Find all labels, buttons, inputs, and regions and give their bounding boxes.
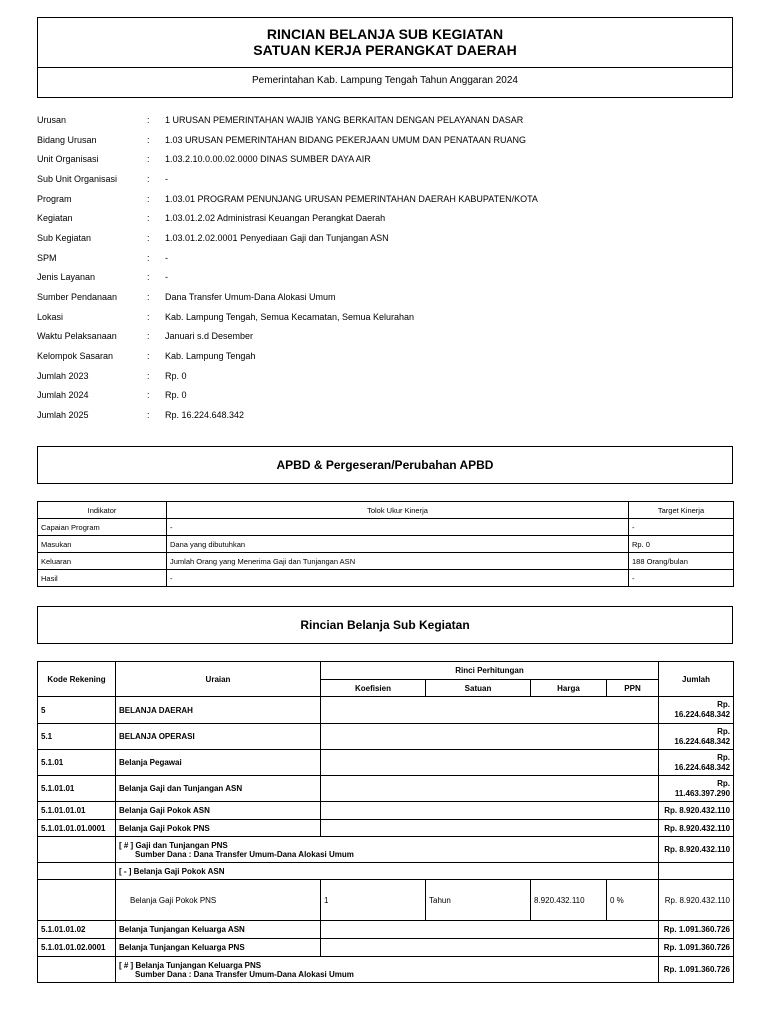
info-value: Dana Transfer Umum-Dana Alokasi Umum bbox=[165, 292, 336, 302]
jumlah-cell bbox=[659, 724, 734, 750]
jumlah-cell: Rp. 1.091.360.726 bbox=[659, 939, 734, 957]
table-cell: Keluaran bbox=[38, 553, 167, 570]
info-label: Sumber Pendanaan bbox=[37, 292, 118, 302]
info-value: Januari s.d Desember bbox=[165, 331, 254, 341]
kode-cell bbox=[38, 863, 116, 880]
table-cell: Jumlah Orang yang Menerima Gaji dan Tunjangan ASN bbox=[167, 553, 629, 570]
info-label: Bidang Urusan bbox=[37, 135, 97, 145]
info-value: 1 URUSAN PEMERINTAHAN WAJIB YANG BERKAITAN DENGAN PELAYANAN DASAR bbox=[165, 115, 524, 125]
column-header-uraian: Uraian bbox=[116, 662, 321, 697]
info-colon: : bbox=[147, 253, 150, 263]
info-colon: : bbox=[147, 292, 150, 302]
rincian-section-header bbox=[37, 606, 733, 644]
info-colon: : bbox=[147, 213, 150, 223]
info-value: 1.03.2.10.0.00.02.0000 DINAS SUMBER DAYA AIR bbox=[165, 154, 371, 164]
jumlah-amount: 11.463.397.290 bbox=[674, 788, 731, 798]
table-cell: Hasil bbox=[38, 570, 167, 587]
koefisien-cell: 1 bbox=[321, 880, 426, 921]
jumlah-cell: Rp. 8.920.432.110 bbox=[659, 802, 734, 820]
info-label: Sub Kegiatan bbox=[37, 233, 92, 243]
info-value: - bbox=[165, 272, 168, 282]
column-header-ppn: PPN bbox=[607, 680, 659, 697]
info-label: Kelompok Sasaran bbox=[37, 351, 114, 361]
group-label: [ # ] Gaji dan Tunjangan PNS bbox=[119, 840, 228, 850]
jumlah-currency: Rp. bbox=[717, 752, 731, 762]
column-header: Indikator bbox=[38, 502, 167, 519]
rincian-section-title: Rincian Belanja Sub Kegiatan bbox=[300, 618, 470, 632]
uraian-cell: Belanja Pegawai bbox=[116, 750, 321, 776]
empty-cell bbox=[321, 802, 659, 820]
jumlah-cell: Rp. 8.920.432.110 bbox=[659, 880, 734, 921]
table-row bbox=[38, 921, 734, 939]
table-cell: - bbox=[629, 570, 734, 587]
jumlah-cell: Rp. 1.091.360.726 bbox=[659, 921, 734, 939]
table-row bbox=[38, 553, 734, 570]
kode-cell: 5.1.01.01.02.0001 bbox=[38, 939, 116, 957]
jumlah-cell bbox=[659, 750, 734, 776]
info-value: - bbox=[165, 253, 168, 263]
table-row bbox=[38, 724, 734, 750]
table-row bbox=[38, 776, 734, 802]
table-cell: Rp. 0 bbox=[629, 536, 734, 553]
info-colon: : bbox=[147, 115, 150, 125]
column-header-satuan: Satuan bbox=[426, 680, 531, 697]
table-row bbox=[38, 820, 734, 837]
kode-cell bbox=[38, 957, 116, 983]
apbd-section-header bbox=[37, 446, 733, 484]
uraian-cell: Belanja Tunjangan Keluarga PNS bbox=[116, 939, 321, 957]
table-row bbox=[38, 863, 734, 880]
info-colon: : bbox=[147, 135, 150, 145]
table-cell: 188 Orang/bulan bbox=[629, 553, 734, 570]
info-label: Sub Unit Organisasi bbox=[37, 174, 118, 184]
ppn-cell: 0 % bbox=[607, 880, 659, 921]
column-header-jumlah: Jumlah bbox=[659, 662, 734, 697]
table-header-row bbox=[38, 662, 734, 680]
info-colon: : bbox=[147, 351, 150, 361]
table-row bbox=[38, 570, 734, 587]
info-label: Unit Organisasi bbox=[37, 154, 99, 164]
info-label: Jumlah 2025 bbox=[37, 410, 89, 420]
table-row bbox=[38, 519, 734, 536]
table-cell: - bbox=[167, 519, 629, 536]
table-header-row bbox=[38, 502, 734, 519]
info-label: Jenis Layanan bbox=[37, 272, 96, 282]
jumlah-cell bbox=[659, 697, 734, 724]
uraian-cell: BELANJA DAERAH bbox=[116, 697, 321, 724]
info-label: Kegiatan bbox=[37, 213, 73, 223]
kode-cell: 5.1.01.01.01 bbox=[38, 802, 116, 820]
report-title: RINCIAN BELANJA SUB KEGIATAN bbox=[266, 26, 504, 42]
jumlah-cell: Rp. 1.091.360.726 bbox=[659, 957, 734, 983]
harga-cell: 8.920.432.110 bbox=[531, 880, 607, 921]
info-colon: : bbox=[147, 390, 150, 400]
info-label: Jumlah 2023 bbox=[37, 371, 89, 381]
info-value: 1.03.01 PROGRAM PENUNJANG URUSAN PEMERINTAHAN DAERAH KABUPATEN/KOTA bbox=[165, 194, 538, 204]
uraian-group-cell bbox=[116, 957, 659, 983]
report-government-year: Pemerintahan Kab. Lampung Tengah Tahun Anggaran 2024 bbox=[252, 75, 518, 86]
info-value: Rp. 0 bbox=[165, 390, 187, 400]
empty-cell bbox=[321, 939, 659, 957]
uraian-cell: Belanja Gaji dan Tunjangan ASN bbox=[116, 776, 321, 802]
jumlah-currency: Rp. bbox=[717, 726, 731, 736]
uraian-cell: Belanja Gaji Pokok ASN bbox=[116, 802, 321, 820]
report-subtitle-unit: SATUAN KERJA PERANGKAT DAERAH bbox=[253, 42, 517, 58]
info-label: SPM bbox=[37, 253, 57, 263]
table-row bbox=[38, 837, 734, 863]
kode-cell: 5.1.01.01.02 bbox=[38, 921, 116, 939]
jumlah-amount: 16.224.648.342 bbox=[674, 762, 731, 772]
info-colon: : bbox=[147, 312, 150, 322]
info-label: Urusan bbox=[37, 115, 67, 125]
info-colon: : bbox=[147, 371, 150, 381]
empty-cell bbox=[321, 724, 659, 750]
info-value: 1.03 URUSAN PEMERINTAHAN BIDANG PEKERJAAN UMUM DAN PENATAAN RUANG bbox=[165, 135, 527, 145]
header-divider bbox=[38, 67, 732, 68]
jumlah-cell: Rp. 8.920.432.110 bbox=[659, 837, 734, 863]
jumlah-cell bbox=[659, 863, 734, 880]
info-colon: : bbox=[147, 272, 150, 282]
info-value: Kab. Lampung Tengah bbox=[165, 351, 256, 361]
info-value: Rp. 16.224.648.342 bbox=[165, 410, 245, 420]
uraian-cell: Belanja Tunjangan Keluarga ASN bbox=[116, 921, 321, 939]
sumber-dana-label: Sumber Dana : Dana Transfer Umum-Dana Alokasi Umum bbox=[135, 969, 354, 979]
jumlah-currency: Rp. bbox=[717, 700, 731, 709]
uraian-cell: Belanja Gaji Pokok PNS bbox=[116, 820, 321, 837]
info-value: - bbox=[165, 174, 168, 184]
table-row bbox=[38, 939, 734, 957]
kode-cell bbox=[38, 837, 116, 863]
table-row bbox=[38, 880, 734, 921]
rincian-belanja-table bbox=[37, 661, 734, 983]
table-cell: Capaian Program bbox=[38, 519, 167, 536]
info-colon: : bbox=[147, 194, 150, 204]
table-cell: - bbox=[629, 519, 734, 536]
uraian-cell: Belanja Gaji Pokok PNS bbox=[116, 880, 321, 921]
table-row bbox=[38, 750, 734, 776]
indicator-table bbox=[37, 501, 734, 587]
satuan-cell: Tahun bbox=[426, 880, 531, 921]
empty-cell bbox=[321, 776, 659, 802]
info-label: Waktu Pelaksanaan bbox=[37, 331, 117, 341]
kode-cell: 5.1.01 bbox=[38, 750, 116, 776]
report-header bbox=[37, 17, 733, 98]
sumber-dana-label: Sumber Dana : Dana Transfer Umum-Dana Alokasi Umum bbox=[135, 849, 354, 859]
info-colon: : bbox=[147, 174, 150, 184]
uraian-cell: BELANJA OPERASI bbox=[116, 724, 321, 750]
table-row bbox=[38, 957, 734, 983]
empty-cell bbox=[321, 750, 659, 776]
kode-cell: 5.1.01.01 bbox=[38, 776, 116, 802]
info-label: Lokasi bbox=[37, 312, 64, 322]
table-cell: Masukan bbox=[38, 536, 167, 553]
info-value: Kab. Lampung Tengah, Semua Kecamatan, Semua Kelurahan bbox=[165, 312, 415, 322]
info-colon: : bbox=[147, 154, 150, 164]
table-cell: - bbox=[167, 570, 629, 587]
info-colon: : bbox=[147, 331, 150, 341]
uraian-group-cell bbox=[116, 837, 659, 863]
info-label: Program bbox=[37, 194, 72, 204]
table-row bbox=[38, 802, 734, 820]
info-colon: : bbox=[147, 410, 150, 420]
empty-cell bbox=[321, 697, 659, 724]
table-row bbox=[38, 697, 734, 724]
empty-cell bbox=[321, 820, 659, 837]
kode-cell: 5.1.01.01.01.0001 bbox=[38, 820, 116, 837]
info-value: 1.03.01.2.02.0001 Penyediaan Gaji dan Tunjangan ASN bbox=[165, 233, 389, 243]
column-header: Tolok Ukur Kinerja bbox=[167, 502, 629, 519]
table-row bbox=[38, 536, 734, 553]
column-header-rinci: Rinci Perhitungan bbox=[321, 662, 659, 680]
kode-cell: 5 bbox=[38, 697, 116, 724]
empty-cell bbox=[321, 921, 659, 939]
column-header: Target Kinerja bbox=[629, 502, 734, 519]
info-value: 1.03.01.2.02 Administrasi Keuangan Perangkat Daerah bbox=[165, 213, 386, 223]
jumlah-amount: 16.224.648.342 bbox=[674, 710, 731, 719]
column-header-kode: Kode Rekening bbox=[38, 662, 116, 697]
info-colon: : bbox=[147, 233, 150, 243]
info-value: Rp. 0 bbox=[165, 371, 187, 381]
table-cell: Dana yang dibutuhkan bbox=[167, 536, 629, 553]
kode-cell bbox=[38, 880, 116, 921]
apbd-section-title: APBD & Pergeseran/Perubahan APBD bbox=[276, 458, 494, 472]
column-header-harga: Harga bbox=[531, 680, 607, 697]
group-label: [ # ] Belanja Tunjangan Keluarga PNS bbox=[119, 960, 262, 970]
jumlah-cell bbox=[659, 776, 734, 802]
kode-cell: 5.1 bbox=[38, 724, 116, 750]
jumlah-currency: Rp. bbox=[717, 778, 731, 788]
jumlah-cell: Rp. 8.920.432.110 bbox=[659, 820, 734, 837]
info-label: Jumlah 2024 bbox=[37, 390, 89, 400]
uraian-group-cell: [ - ] Belanja Gaji Pokok ASN bbox=[116, 863, 659, 880]
jumlah-amount: 16.224.648.342 bbox=[674, 736, 731, 746]
column-header-koefisien: Koefisien bbox=[321, 680, 426, 697]
